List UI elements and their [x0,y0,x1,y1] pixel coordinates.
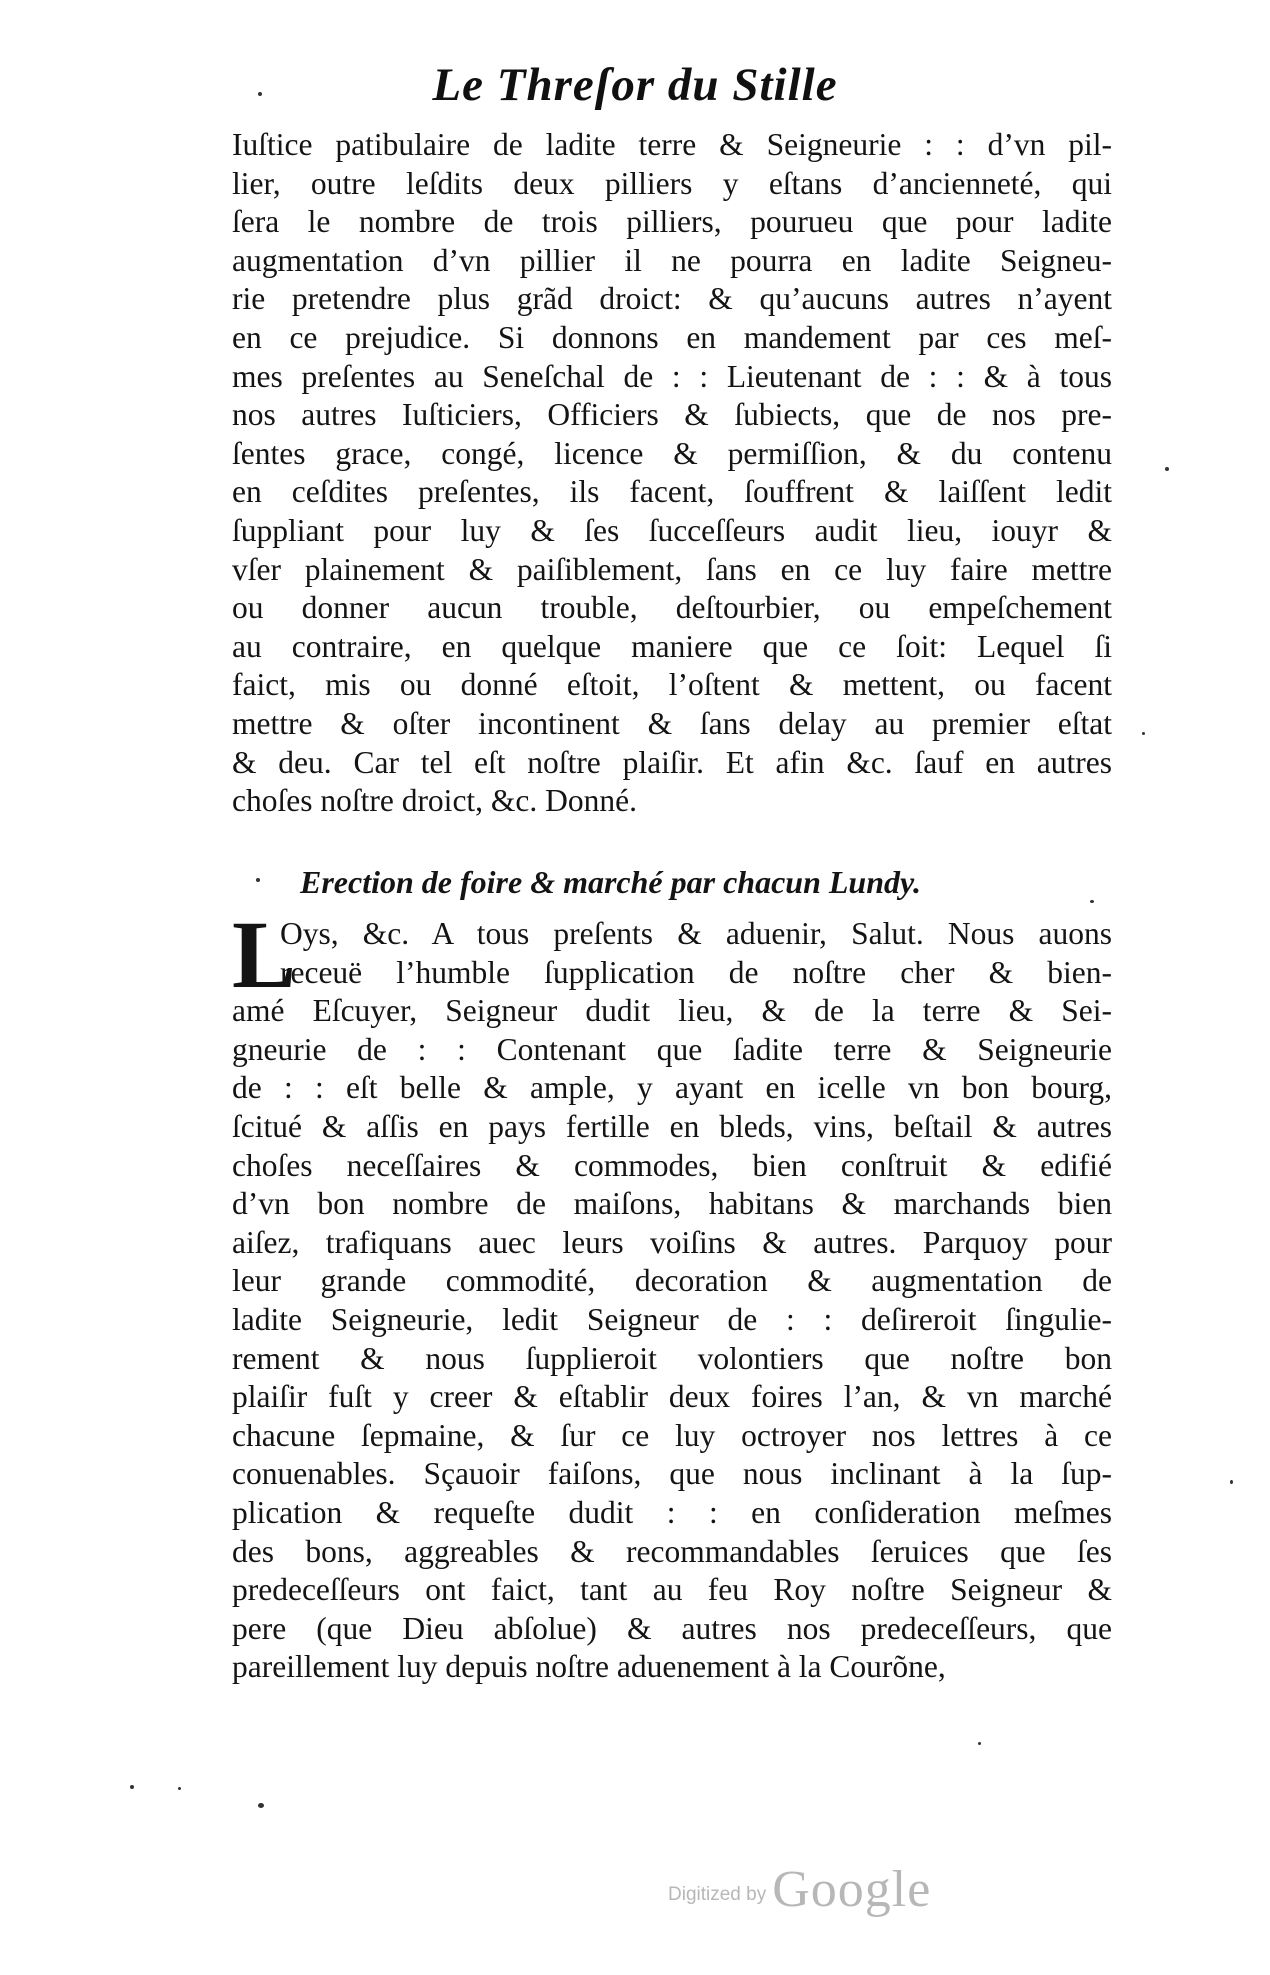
letter-text-2 [232,901,1112,1687]
text-line: gneurie de : : Contenant que ſadite terre & Seigneurie [232,1031,1112,1067]
text-line: des bons, aggreables & recommandables ſeruices que ſes [232,1533,1112,1569]
print-speck [258,1803,264,1808]
text-line: plaiſir fuſt y creer & eſtablir deux foires l’an, & vn marché [232,1379,1112,1415]
print-speck [1165,467,1169,471]
text-line: ou donner aucun trouble, deſtourbier, ou empeſchement [232,590,1112,626]
text-line: receuë l’humble ſupplication de noſtre cher & bien- [280,954,1112,990]
text-line: aiſez, trafiquans auec leurs voiſins & autres. Parquoy pour [232,1224,1112,1260]
text-line: pere (que Dieu abſolue) & autres nos predeceſſeurs, que [232,1610,1112,1646]
text-line: faict, mis ou donné eſtoit, l’oſtent & mettent, ou facent [232,667,1112,703]
text-line: ladite Seigneurie, ledit Seigneur de : : deſireroit ſingulie- [232,1301,1112,1337]
text-line: lier, outre leſdits deux pilliers y eſtans d’ancienneté, qui [232,165,1112,201]
letter-text-1 [232,126,1112,821]
text-line: en ce prejudice. Si donnons en mandement par ces meſ- [232,319,1112,355]
text-line: predeceſſeurs ont faict, tant au feu Roy noſtre Seigneur & [232,1572,1112,1608]
print-speck [1230,1480,1233,1484]
print-speck [1142,732,1145,735]
print-speck [978,1742,981,1745]
print-speck [178,1787,181,1790]
text-line: vſer plainement & paiſiblement, ſans en ce luy faire mettre [232,551,1112,587]
digitized-watermark [668,1860,931,1919]
text-line: d’vn bon nombre de maiſons, habitans & marchands bien [232,1186,1112,1222]
text-line: au contraire, en quelque maniere que ce ſoit: Lequel ſi [232,628,1112,664]
text-line: plication & requeſte dudit : : en conſideration meſmes [232,1494,1112,1530]
text-line: ſcitué & aſſis en pays fertille en bleds, vins, beſtail & autres [232,1108,1112,1144]
print-speck [1090,900,1094,903]
text-line: leur grande commodité, decoration & augmentation de [232,1263,1112,1299]
watermark-caption: Digitized by [668,1884,767,1905]
text-line: ſera le nombre de trois pilliers, pourueu que pour ladite [232,204,1112,240]
drop-cap: L [232,901,297,1008]
text-line: amé Eſcuyer, Seigneur dudit lieu, & de la terre & Sei- [232,993,1112,1029]
text-line: augmentation d’vn pillier il ne pourra en ladite Seigneu- [232,242,1112,278]
text-line: en ceſdites preſentes, ils facent, ſouffrent & laiſſent ledit [232,474,1112,510]
running-head: Le Threſor du Stille [432,59,838,111]
print-speck [256,878,260,882]
print-speck [258,92,262,96]
text-line: choſes neceſſaires & commodes, bien conſtruit & edifié [232,1147,1112,1183]
text-line: choſes noſtre droict, &c. Donné. [232,783,638,819]
text-line: de : : eſt belle & ample, y ayant en icelle vn bon bourg, [232,1070,1112,1106]
text-line: Oys, &c. A tous preſents & aduenir, Salut. Nous auons [280,916,1112,951]
text-line: pareillement luy depuis noſtre aduenement à la Courõne, [232,1649,946,1685]
text-line: & deu. Car tel eſt noſtre plaiſir. Et afin &c. ſauf en autres [232,744,1112,780]
text-line: mes preſentes au Seneſchal de : : Lieutenant de : : & à tous [232,358,1112,394]
text-line: rie pretendre plus grãd droict: & qu’aucuns autres n’ayent [232,281,1112,317]
text-line: nos autres Iuſticiers, Officiers & ſubiects, que de nos pre- [232,397,1112,433]
text-line: Iuſtice patibulaire de ladite terre & Seigneurie : : d’vn pil- [232,127,1112,162]
text-line: ſentes grace, congé, licence & permiſſion, & du contenu [232,435,1112,471]
section-heading: Erection de foire & marché par chacun Lundy. [300,864,922,900]
text-line: chacune ſepmaine, & ſur ce luy octroyer nos lettres à ce [232,1417,1112,1453]
text-line: conuenables. Sçauoir faiſons, que nous inclinant à la ſup- [232,1456,1112,1492]
text-line: rement & nous ſupplieroit volontiers que noſtre bon [232,1340,1112,1376]
print-speck [130,1785,134,1789]
text-line: mettre & oſter incontinent & ſans delay au premier eſtat [232,705,1112,741]
text-line: ſuppliant pour luy & ſes ſucceſſeurs audit lieu, iouyr & [232,512,1112,548]
google-logo: Google [772,1861,932,1918]
